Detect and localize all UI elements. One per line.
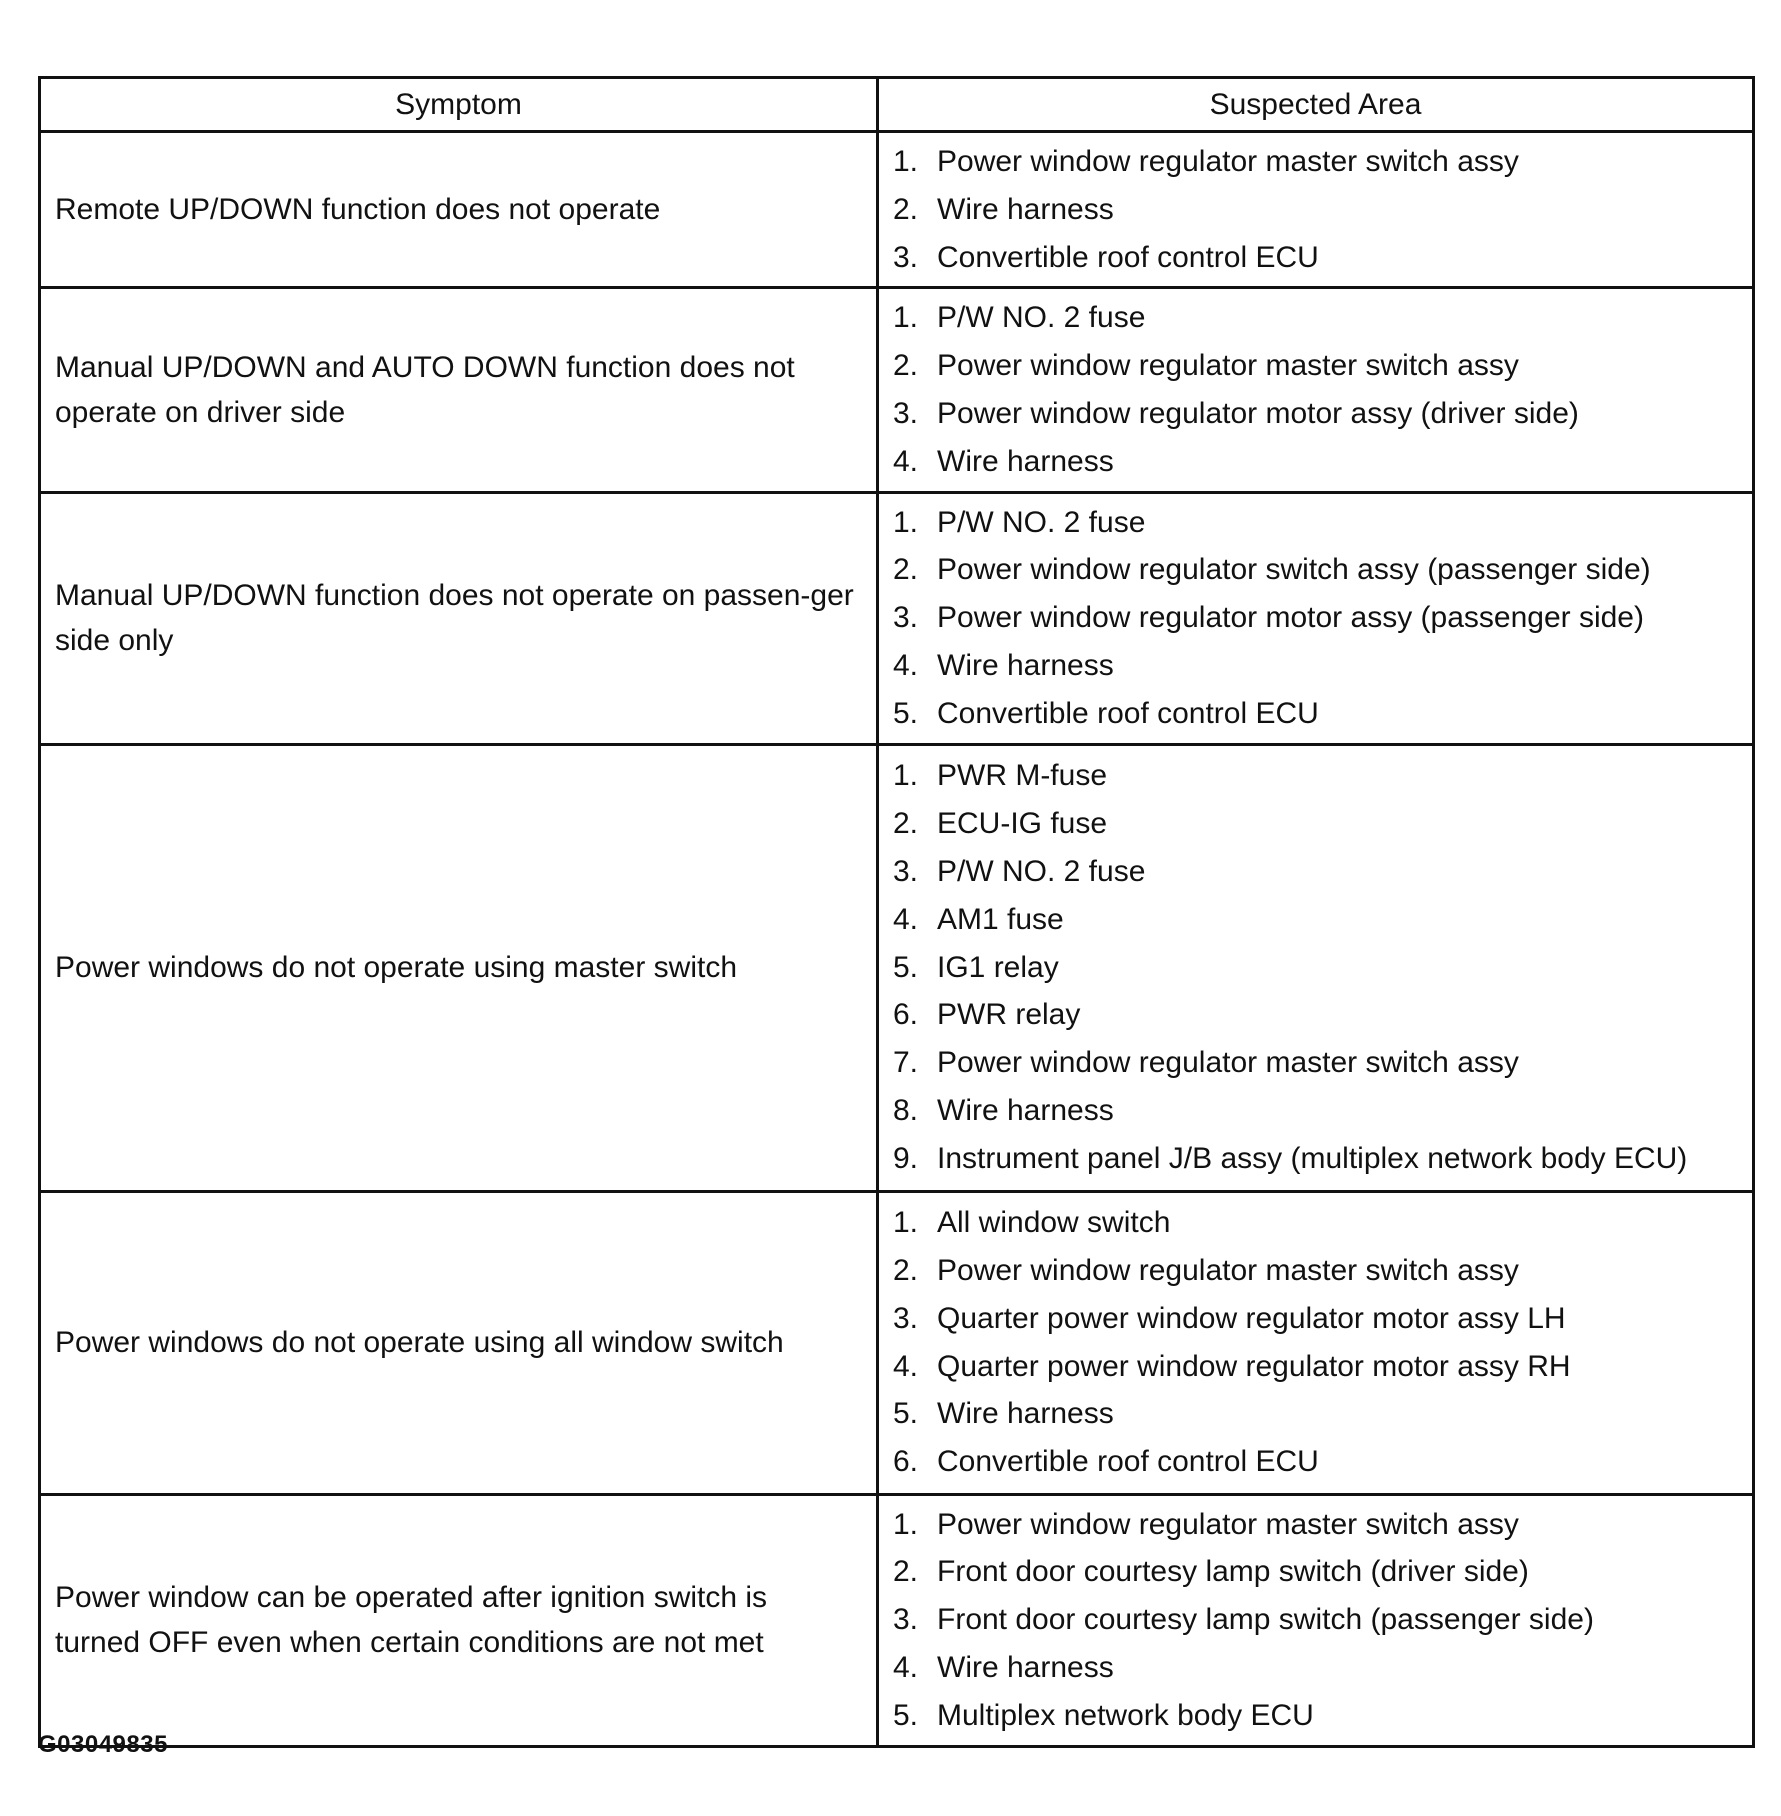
list-item	[893, 594, 1752, 642]
list-item	[893, 1390, 1752, 1438]
list-item	[893, 390, 1752, 438]
suspected-area-cell	[878, 132, 1754, 288]
list-item-number: 2.	[893, 807, 919, 841]
list-item-number: 1.	[893, 505, 919, 539]
list-item-number: 4.	[893, 444, 919, 478]
list-item	[893, 499, 1752, 547]
table-body	[40, 132, 1754, 1747]
symptom-cell: Power windows do not operate using all window switch	[40, 1191, 878, 1494]
suspected-area-list	[893, 1501, 1752, 1740]
list-item	[893, 1039, 1752, 1087]
figure-code: G03049835	[38, 1731, 168, 1758]
suspected-area-cell	[878, 492, 1754, 744]
list-item-number: 2.	[893, 1253, 919, 1287]
list-item-number: 1.	[893, 759, 919, 793]
suspected-area-list	[893, 752, 1752, 1182]
list-item-text: IG1 relay	[937, 950, 1059, 984]
list-item-text: Convertible roof control ECU	[937, 696, 1319, 730]
list-item-number: 5.	[893, 696, 919, 730]
list-item-number: 6.	[893, 1445, 919, 1479]
list-item	[893, 991, 1752, 1039]
list-item-text: PWR relay	[937, 998, 1081, 1032]
list-item-text: All window switch	[937, 1206, 1171, 1240]
list-item	[893, 438, 1752, 486]
list-item-number: 9.	[893, 1141, 919, 1175]
list-item	[893, 294, 1752, 342]
list-item-text: P/W NO. 2 fuse	[937, 301, 1146, 335]
suspected-area-cell	[878, 1191, 1754, 1494]
list-item-number: 6.	[893, 998, 919, 1032]
list-item-number: 7.	[893, 1046, 919, 1080]
list-item	[893, 1247, 1752, 1295]
table-row	[40, 744, 1754, 1191]
list-item-number: 8.	[893, 1094, 919, 1128]
list-item	[893, 944, 1752, 992]
table-row	[40, 288, 1754, 492]
list-item-text: Quarter power window regulator motor assy RH	[937, 1349, 1571, 1383]
list-item	[893, 1692, 1752, 1740]
symptom-column-header: Symptom	[40, 78, 878, 132]
list-item-text: Front door courtesy lamp switch (passenger side)	[937, 1603, 1594, 1637]
list-item-text: Wire harness	[937, 1094, 1114, 1128]
symptom-cell: Remote UP/DOWN function does not operate	[40, 132, 878, 288]
list-item-text: Quarter power window regulator motor assy LH	[937, 1301, 1566, 1335]
list-item-number: 4.	[893, 1349, 919, 1383]
list-item-number: 1.	[893, 1206, 919, 1240]
list-item-number: 3.	[893, 1301, 919, 1335]
list-item-number: 1.	[893, 1507, 919, 1541]
list-item-text: Power window regulator master switch assy	[937, 1253, 1519, 1287]
list-item-number: 5.	[893, 1698, 919, 1732]
symptom-cell: Power windows do not operate using master switch	[40, 744, 878, 1191]
list-item-text: Power window regulator motor assy (passenger side)	[937, 601, 1644, 635]
table-row	[40, 132, 1754, 288]
suspected-area-list	[893, 138, 1752, 281]
list-item-text: Instrument panel J/B assy (multiplex network body ECU)	[937, 1141, 1688, 1175]
list-item-text: Power window regulator motor assy (driver side)	[937, 396, 1579, 430]
list-item-text: Power window regulator master switch assy	[937, 1507, 1519, 1541]
list-item-number: 2.	[893, 349, 919, 383]
list-item	[893, 1343, 1752, 1391]
list-item	[893, 690, 1752, 738]
list-item-text: Power window regulator switch assy (passenger side)	[937, 553, 1651, 587]
suspected-area-cell	[878, 744, 1754, 1191]
list-item	[893, 848, 1752, 896]
list-item-number: 5.	[893, 1397, 919, 1431]
symptom-cell: Power window can be operated after ignition switch is turned OFF even when certain conditions are not met	[40, 1494, 878, 1746]
list-item-number: 3.	[893, 855, 919, 889]
list-item-number: 5.	[893, 950, 919, 984]
suspected-area-list	[893, 499, 1752, 738]
list-item	[893, 1135, 1752, 1183]
table-row	[40, 492, 1754, 744]
list-item-text: ECU-IG fuse	[937, 807, 1108, 841]
list-item	[893, 1644, 1752, 1692]
list-item-text: Power window regulator master switch assy	[937, 145, 1519, 178]
list-item	[893, 896, 1752, 944]
list-item-text: Wire harness	[937, 1650, 1114, 1684]
list-item-text: PWR M-fuse	[937, 759, 1108, 793]
suspected-area-cell	[878, 1494, 1754, 1746]
list-item-text: Wire harness	[937, 648, 1114, 682]
list-item-number: 3.	[893, 1603, 919, 1637]
list-item-number: 4.	[893, 902, 919, 936]
list-item-text: AM1 fuse	[937, 902, 1064, 936]
list-item-number: 2.	[893, 553, 919, 587]
list-item	[893, 342, 1752, 390]
list-item	[893, 752, 1752, 800]
list-item-number: 1.	[893, 145, 919, 178]
list-item-text: Power window regulator master switch assy	[937, 1046, 1519, 1080]
list-item	[893, 1501, 1752, 1549]
list-item	[893, 1548, 1752, 1596]
list-item-number: 1.	[893, 301, 919, 335]
table-row	[40, 1191, 1754, 1494]
list-item	[893, 1596, 1752, 1644]
list-item-text: Convertible roof control ECU	[937, 240, 1319, 274]
list-item-number: 2.	[893, 1555, 919, 1589]
list-item-number: 2.	[893, 192, 919, 226]
list-item-text: Wire harness	[937, 444, 1114, 478]
symptom-cell: Manual UP/DOWN and AUTO DOWN function does not operate on driver side	[40, 288, 878, 492]
suspected-area-column-header: Suspected Area	[878, 78, 1754, 132]
list-item-text: Front door courtesy lamp switch (driver side)	[937, 1555, 1529, 1589]
suspected-area-list	[893, 294, 1752, 485]
list-item-text: P/W NO. 2 fuse	[937, 505, 1146, 539]
list-item	[893, 1295, 1752, 1343]
list-item	[893, 642, 1752, 690]
list-item	[893, 800, 1752, 848]
list-item-text: Convertible roof control ECU	[937, 1445, 1319, 1479]
list-item	[893, 234, 1752, 282]
list-item-number: 3.	[893, 240, 919, 274]
list-item-number: 4.	[893, 648, 919, 682]
troubleshooting-table	[38, 76, 1755, 1748]
list-item	[893, 1087, 1752, 1135]
list-item	[893, 138, 1752, 186]
list-item-number: 3.	[893, 396, 919, 430]
table-row	[40, 1494, 1754, 1746]
list-item	[893, 1199, 1752, 1247]
list-item-text: Multiplex network body ECU	[937, 1698, 1314, 1732]
suspected-area-cell	[878, 288, 1754, 492]
symptom-cell: Manual UP/DOWN function does not operate on passen-ger side only	[40, 492, 878, 744]
list-item-number: 4.	[893, 1650, 919, 1684]
list-item	[893, 546, 1752, 594]
list-item-text: Wire harness	[937, 192, 1114, 226]
list-item	[893, 1438, 1752, 1486]
list-item-text: Power window regulator master switch assy	[937, 349, 1519, 383]
list-item-number: 3.	[893, 601, 919, 635]
list-item-text: P/W NO. 2 fuse	[937, 855, 1146, 889]
list-item	[893, 186, 1752, 234]
table-header-row	[40, 78, 1754, 132]
list-item-text: Wire harness	[937, 1397, 1114, 1431]
suspected-area-list	[893, 1199, 1752, 1486]
